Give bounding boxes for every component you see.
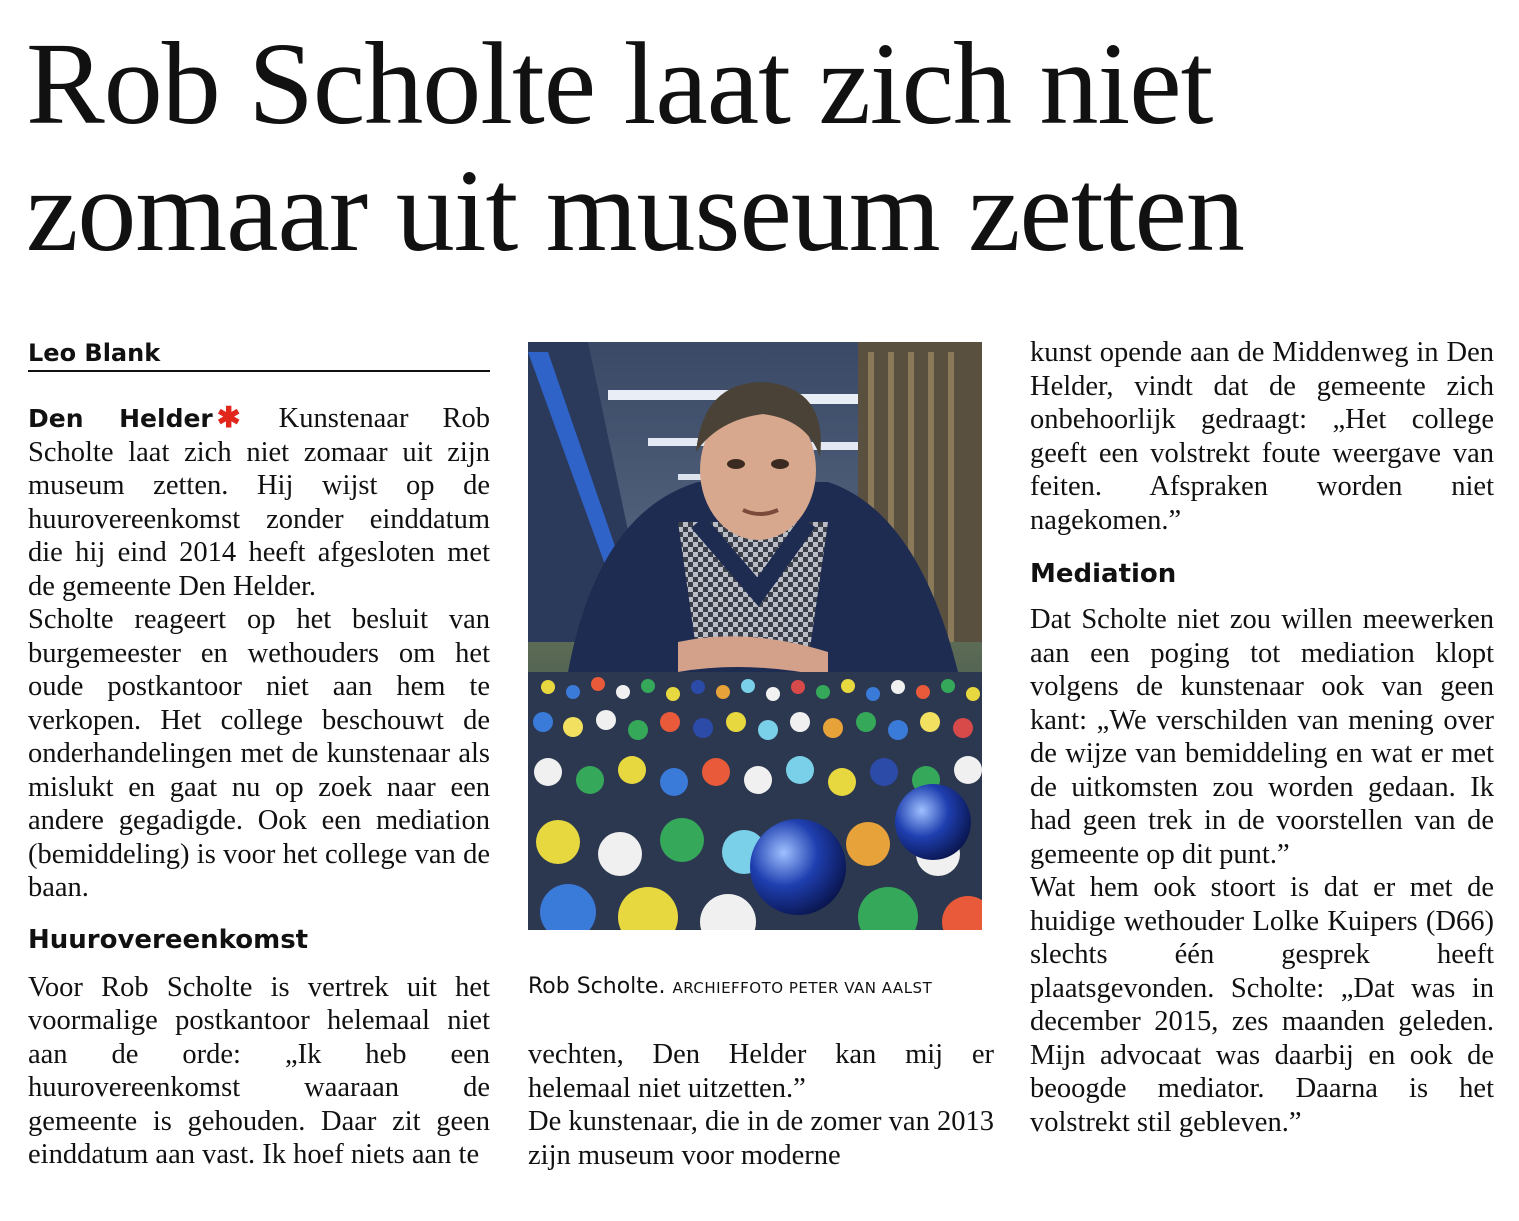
lead-text: Kunstenaar Rob Scholte laat zich niet zomaar uit zijn museum zetten. Hij wijst op de huurovereenkomst zonder einddatum die hij eind 2014 heeft afgesloten met de gemeente Den Helder. <box>28 403 490 602</box>
lead-paragraph <box>28 402 490 603</box>
photo-caption <box>528 972 998 1003</box>
paragraph: Voor Rob Scholte is vertrek uit het voormalige postkantoor helemaal niet aan de orde: „Ik heb een huurovereenkomst waaraan de gemeente is gehouden. Daar zit geen einddatum aan vast. Ik hoef niets aan te <box>28 971 490 1170</box>
column-3 <box>1030 336 1494 1139</box>
headline-line-2: zomaar uit museum zetten <box>26 145 1244 276</box>
asterisk-icon: ✱ <box>216 403 241 434</box>
column-2 <box>528 1038 994 1172</box>
paragraph: Dat Scholte niet zou willen meewerken aan een poging tot mediation klopt volgens de kunstenaar ook van geen kant: „We verschilden van mening over de wijze van bemiddeling en wat er met de uitkomsten zou worden gedaan. Ik had geen trek in de voorstellen van de gemeente op dit punt.” <box>1030 604 1494 870</box>
byline: Leo Blank <box>28 338 490 372</box>
headline-line-1: Rob Scholte laat zich niet <box>26 18 1213 149</box>
paragraph: kunst opende aan de Middenweg in Den Helder, vindt dat de gemeente zich onbehoorlijk gedraagt: „Het college geeft een volstrekt foute weergave van feiten. Afspraken worden niet nagekomen.” <box>1030 337 1494 536</box>
subhead-mediation: Mediation <box>1030 559 1177 589</box>
column-1 <box>28 402 490 1172</box>
paragraph: Scholte reageert op het besluit van burgemeester en wethouders om het oude postkantoor niet aan hem te verkopen. Het college beschouwt de onderhandelingen met de kunstenaar als mislukt en gaat nu op zoek naar een andere gegadigde. Ook een mediation (bemiddeling) is voor het college van de baan. <box>28 604 490 903</box>
headline <box>26 20 1496 274</box>
paragraph: vechten, Den Helder kan mij er helemaal niet uitzetten.” <box>528 1039 994 1104</box>
dateline: Den Helder <box>28 404 213 433</box>
subhead-huurovereenkomst: Huurovereenkomst <box>28 924 309 955</box>
caption-name: Rob Scholte. <box>528 974 666 999</box>
paragraph: De kunstenaar, die in de zomer van 2013 zijn museum voor moderne <box>528 1106 994 1171</box>
photo-rob-scholte <box>528 342 982 930</box>
caption-credit: ARCHIEFFOTO PETER VAN AALST <box>672 979 933 997</box>
paragraph: Wat hem ook stoort is dat er met de huidige wethouder Lolke Kuipers (D66) slechts één gesprek heeft plaatsgevonden. Scholte: „Dat was in december 2015, zes maanden geleden. Mijn advocaat was daarbij en ook de beoogde mediator. Daarna is het volstrekt stil gebleven.” <box>1030 872 1494 1138</box>
